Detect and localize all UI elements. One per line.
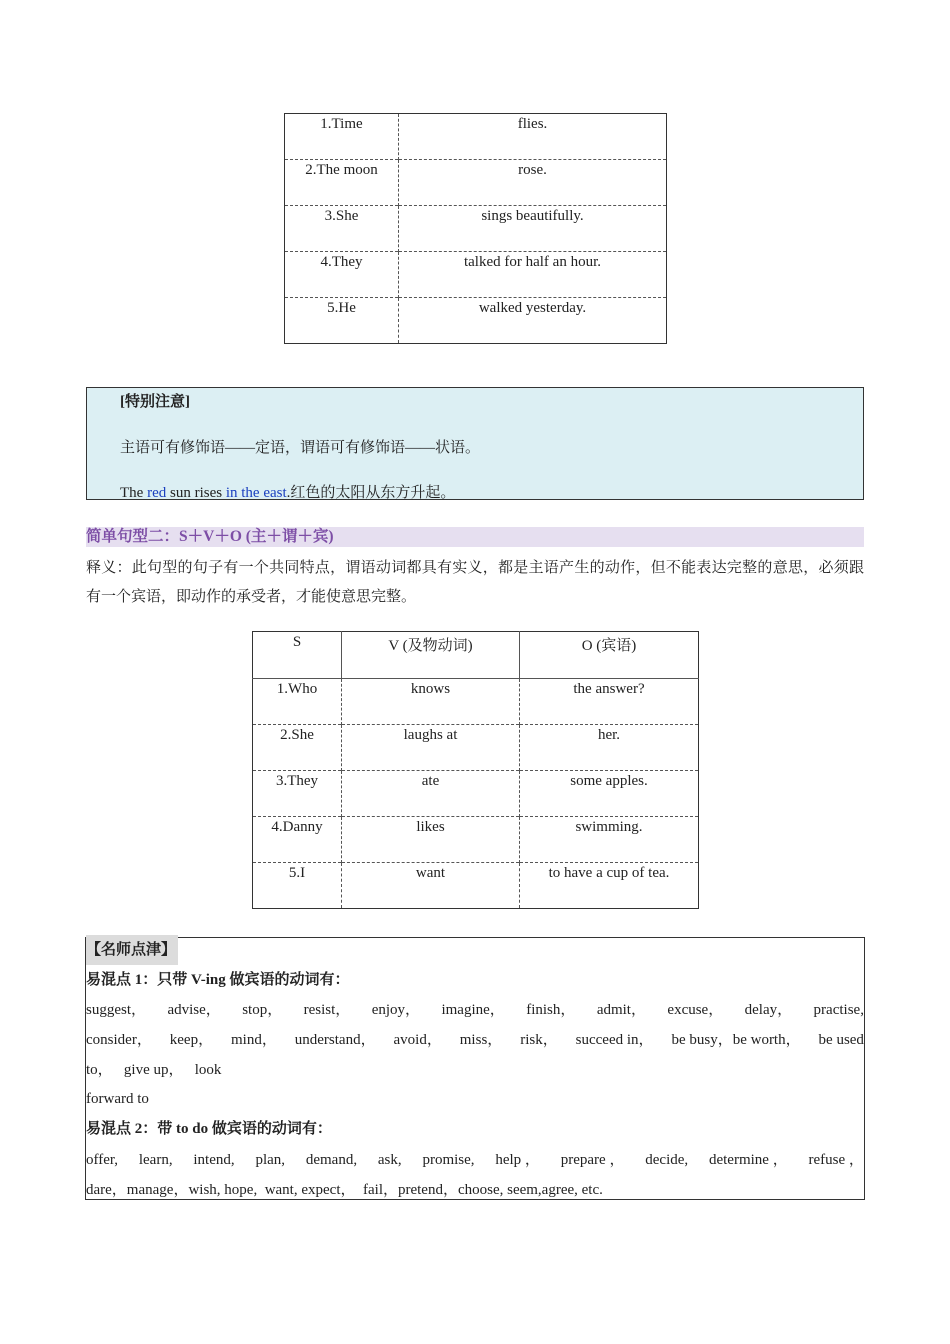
verb-word: decide, (645, 1152, 689, 1168)
verb-word: offer, (86, 1152, 119, 1168)
object-cell: to have a cup of tea. (520, 863, 699, 909)
table-row (253, 817, 699, 863)
point1-row3: to， give up， look (86, 1062, 222, 1078)
point1-label: 易混点 1：只带 V-ing 做宾语的动词有： (86, 972, 350, 988)
point1-row1 (86, 995, 864, 1025)
verb-word: resist， (303, 1002, 351, 1018)
table-row (285, 160, 667, 206)
point1-row4: forward to (86, 1091, 149, 1107)
verb-cell: sings beautifully. (399, 206, 667, 252)
verb-word: stop， (242, 1002, 283, 1018)
verb-cell: want (342, 863, 520, 909)
subject-cell: 3.She (285, 206, 399, 252)
subject-cell: 5.I (253, 863, 342, 909)
verb-word: be busy，be worth， (671, 1032, 801, 1048)
verb-word: be used (818, 1032, 864, 1048)
verb-word: admit， (596, 1002, 646, 1018)
tips-title: 【名师点津】 (86, 935, 178, 965)
table-sv (284, 113, 667, 344)
section2-heading: 简单句型二：S＋V＋O (主＋谓＋宾) (86, 527, 864, 547)
verb-word: mind， (231, 1032, 277, 1048)
note-title: [特别注意] (120, 394, 190, 410)
section2-explanation: 释义：此句型的句子有一个共同特点，谓语动词都具有实义，都是主语产生的动作，但不能表达完整的意思，必须跟有一个宾语，即动作的承受者，才能使意思完整。 (86, 560, 864, 605)
subject-cell: 5.He (285, 298, 399, 344)
note-line1: 主语可有修饰语——定语，谓语可有修饰语——状语。 (120, 440, 481, 456)
verb-cell: flies. (517, 116, 548, 132)
verb-word: learn, (138, 1152, 173, 1168)
verb-word: suggest， (86, 1002, 147, 1018)
note-red-word: red (147, 485, 167, 501)
verb-cell: rose. (399, 160, 667, 206)
verb-word: enjoy， (371, 1002, 421, 1018)
note-example: The red sun rises in the east.红色的太阳从东方升起。 (120, 485, 456, 501)
teacher-tips-box (85, 937, 865, 1200)
header-subject: S (253, 632, 342, 679)
subject-cell: 3.They (253, 771, 342, 817)
table-row (253, 863, 699, 909)
table-svo (252, 631, 699, 909)
verb-word: consider， (86, 1032, 152, 1048)
verb-cell: ate (342, 771, 520, 817)
verb-word: promise, (422, 1152, 475, 1168)
verb-cell: knows (342, 679, 520, 725)
verb-word: keep， (169, 1032, 214, 1048)
table-row (285, 114, 667, 160)
verb-word: delay， (744, 1002, 793, 1018)
table-row (285, 252, 667, 298)
point2-row2: dare，manage，wish, hope, want, expect， fail，pretend，choose, seem,agree, etc. (86, 1182, 603, 1198)
verb-word: help ， (495, 1152, 540, 1168)
subject-cell: 2.She (253, 725, 342, 771)
verb-word: risk， (520, 1032, 558, 1048)
verb-word: practise, (813, 1002, 864, 1018)
header-object: O (宾语) (581, 638, 637, 654)
object-cell: swimming. (520, 817, 699, 863)
verb-word: advise， (167, 1002, 221, 1018)
verb-word: miss， (459, 1032, 503, 1048)
verb-cell: talked for half an hour. (399, 252, 667, 298)
verb-word: intend, (193, 1152, 235, 1168)
verb-word: refuse ， (808, 1152, 864, 1168)
verb-word: excuse， (667, 1002, 724, 1018)
table-row (253, 771, 699, 817)
verb-word: plan, (255, 1152, 286, 1168)
subject-cell: 4.Danny (253, 817, 342, 863)
verb-word: understand， (294, 1032, 376, 1048)
verb-word: finish， (526, 1002, 576, 1018)
subject-cell: 1.Who (253, 679, 342, 725)
table-header-row (253, 632, 699, 679)
table-row (285, 206, 667, 252)
subject-cell: 2.The moon (285, 160, 399, 206)
verb-cell: likes (342, 817, 520, 863)
verb-word: imagine， (441, 1002, 505, 1018)
verb-word: avoid， (393, 1032, 442, 1048)
point2-label: 易混点 2：带 to do 做宾语的动词有： (86, 1121, 332, 1137)
verb-word: succeed in， (575, 1032, 654, 1048)
verb-cell: walked yesterday. (399, 298, 667, 344)
table-row (253, 679, 699, 725)
note-east-phrase: in the east (225, 485, 287, 501)
subject-cell: 4.They (285, 252, 399, 298)
header-verb: V (及物动词) (342, 632, 520, 679)
verb-word: prepare ， (560, 1152, 625, 1168)
point1-row2 (86, 1025, 864, 1055)
point2-row1 (86, 1145, 864, 1175)
special-note-box (86, 387, 864, 500)
verb-word: determine ， (708, 1152, 788, 1168)
subject-cell: 1.Time (285, 114, 399, 160)
table-row (253, 725, 699, 771)
object-cell: the answer? (520, 679, 699, 725)
verb-cell: laughs at (342, 725, 520, 771)
table-row (285, 298, 667, 344)
verb-word: demand, (305, 1152, 358, 1168)
object-cell: some apples. (520, 771, 699, 817)
verb-word: ask, (377, 1152, 402, 1168)
object-cell: her. (520, 725, 699, 771)
